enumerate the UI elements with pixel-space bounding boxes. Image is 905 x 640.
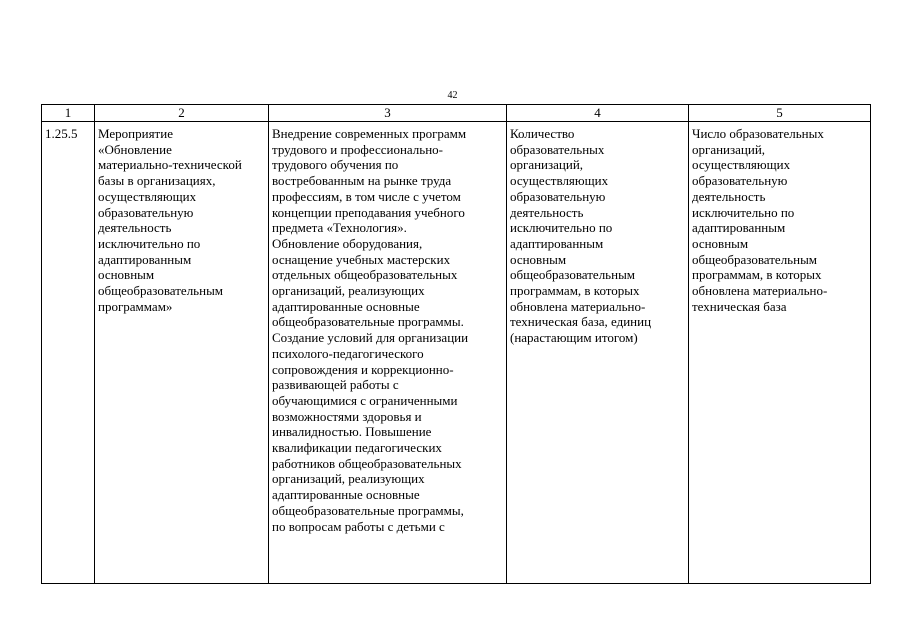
column-header-3: 3 (269, 105, 507, 122)
measures-table (41, 104, 871, 584)
column-header-2: 2 (95, 105, 269, 122)
column-header-4: 4 (507, 105, 689, 122)
column-header-1: 1 (42, 105, 95, 122)
item-number-cell: 1.25.5 (42, 122, 95, 584)
measure-description-cell: Внедрение современных программ трудового и профессионально- трудового обучения по востребованным на рынке труда профессиям, в том числе с учетом концепции преподавания учебного предмета «Технология». Обновление оборудования, оснащение учебных мастерских отдельных общеобразовательных организаций, реализующих адаптированные основные общеобразовательные программы. Создание условий для организации психолого-педагогического сопровождения и коррекционно- развивающей работы с обучающимися с ограниченными возможностями здоровья и инвалидностью. Повышение квалификации педагогических работников общеобразовательных организаций, реализующих адаптированные основные общеобразовательные программы, по вопросам работы с детьми с (269, 122, 507, 584)
column-header-5: 5 (689, 105, 871, 122)
table-header-row (42, 105, 871, 122)
result-cell: Число образовательных организаций, осуществляющих образовательную деятельность исключительно по адаптированным основным общеобразовательным программам, в которых обновлена материально- техническая база (689, 122, 871, 584)
page-number: 42 (447, 90, 458, 101)
table-row (42, 122, 871, 584)
indicator-cell: Количество образовательных организаций, осуществляющих образовательную деятельность исключительно по адаптированным основным общеобразовательным программам, в которых обновлена материально- техническая база, единиц (нарастающим итогом) (507, 122, 689, 584)
measure-name-cell: Мероприятие «Обновление материально-технической базы в организациях, осуществляющих образовательную деятельность исключительно по адаптированным основным общеобразовательным программам» (95, 122, 269, 584)
